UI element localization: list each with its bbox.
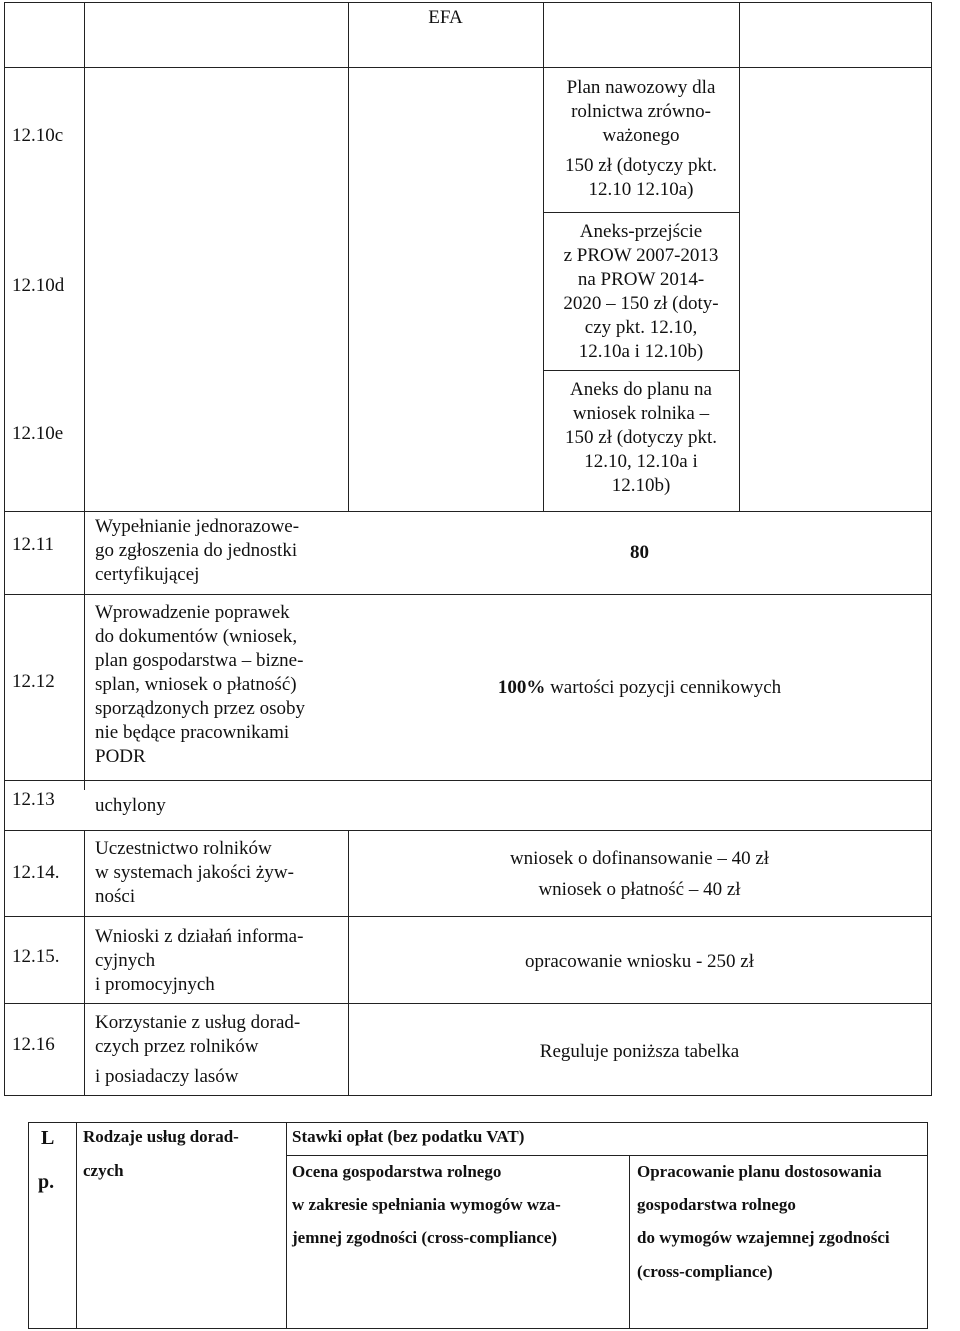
description-line: Wprowadzenie poprawek (95, 602, 290, 623)
rate-value: Reguluje poniższa tabelka (539, 1041, 740, 1062)
rate-line: Plan nawozowy dla (566, 77, 716, 98)
rate-line: 12.10 12.10a) (588, 179, 694, 200)
row-number: 12.10c (12, 125, 64, 146)
row-number: 12.13 (12, 789, 55, 810)
description-line: Uczestnictwo rolników (95, 838, 272, 859)
rates-header: Stawki opłat (bez podatku VAT) (292, 1127, 525, 1146)
row-number: 12.14. (12, 862, 60, 883)
header-line: w zakresie spełniania wymogów wza- (292, 1195, 561, 1214)
rate-line: na PROW 2014- (577, 269, 705, 290)
rate-line: wniosek o dofinansowanie – 40 zł (509, 848, 770, 869)
description-line: i posiadaczy lasów (95, 1066, 239, 1087)
header-line: Opracowanie planu dostosowania (637, 1162, 882, 1181)
rate-line: wniosek o płatność – 40 zł (538, 879, 741, 900)
rate-text: wartości pozycji cennikowych (545, 677, 782, 698)
rate-line: rolnictwa zrówno- (571, 101, 711, 122)
rate-line: czy pkt. 12.10, (584, 317, 698, 338)
header-line: jemnej zgodności (cross-compliance) (292, 1228, 558, 1247)
rate-line: ważonego (602, 125, 680, 146)
service-type-header: czych (83, 1161, 124, 1180)
rate-line: 2020 – 150 zł (doty- (563, 293, 719, 314)
description-line: w systemach jakości żyw- (95, 862, 294, 883)
description-line: do dokumentów (wniosek, (95, 626, 298, 647)
rate-line: 150 zł (dotyczy pkt. (565, 427, 717, 448)
description-line: Korzystanie z usług dorad- (95, 1012, 301, 1033)
rate-line: 150 zł (dotyczy pkt. (565, 155, 717, 176)
efa-header: EFA (428, 7, 463, 28)
description-line: nie będące pracownikami (95, 722, 290, 743)
rate-line: Aneks-przejście (579, 221, 703, 242)
rate-line: 12.10, 12.10a i (584, 451, 698, 472)
rate-value: opracowanie wniosku - 250 zł (525, 951, 754, 972)
rate-line: 12.10a i 12.10b) (578, 341, 704, 362)
header-line: (cross-compliance) (637, 1262, 773, 1281)
description-line: sporządzonych przez osoby (95, 698, 305, 719)
rate-value: 80 (630, 542, 649, 563)
service-type-header: Rodzaje usług dorad- (83, 1127, 239, 1146)
description-line: i promocyjnych (95, 974, 215, 995)
description-line: go zgłoszenia do jednostki (95, 540, 298, 561)
row-number: 12.11 (12, 534, 55, 555)
rate-value (348, 676, 931, 700)
row-number: 12.10e (12, 423, 64, 444)
row-number: 12.16 (12, 1034, 55, 1055)
description-line: plan gospodarstwa – bizne- (95, 650, 304, 671)
description-line: PODR (95, 746, 146, 767)
row-number: 12.15. (12, 946, 60, 967)
rate-percent: 100% (497, 677, 546, 698)
description-line: uchylony (95, 795, 166, 816)
header-line: do wymogów wzajemnej zgodności (637, 1228, 890, 1247)
lp-header: p. (38, 1171, 55, 1193)
rate-line: z PROW 2007-2013 (563, 245, 719, 266)
row-number: 12.12 (12, 671, 55, 692)
lp-header: L (41, 1127, 55, 1149)
rate-line: Aneks do planu na (570, 379, 712, 400)
description-line: Wypełnianie jednorazowe- (95, 516, 300, 537)
description-line: czych przez rolników (95, 1036, 259, 1057)
header-line: gospodarstwa rolnego (637, 1195, 796, 1214)
description-line: cyjnych (95, 950, 156, 971)
rate-line: wniosek rolnika – (572, 403, 710, 424)
row-number: 12.10d (12, 275, 65, 296)
description-line: Wnioski z działań informa- (95, 926, 304, 947)
description-line: splan, wniosek o płatność) (95, 674, 297, 695)
description-line: ności (95, 886, 136, 907)
description-line: certyfikującej (95, 564, 200, 585)
header-line: Ocena gospodarstwa rolnego (292, 1162, 502, 1181)
rate-line: 12.10b) (611, 475, 671, 496)
